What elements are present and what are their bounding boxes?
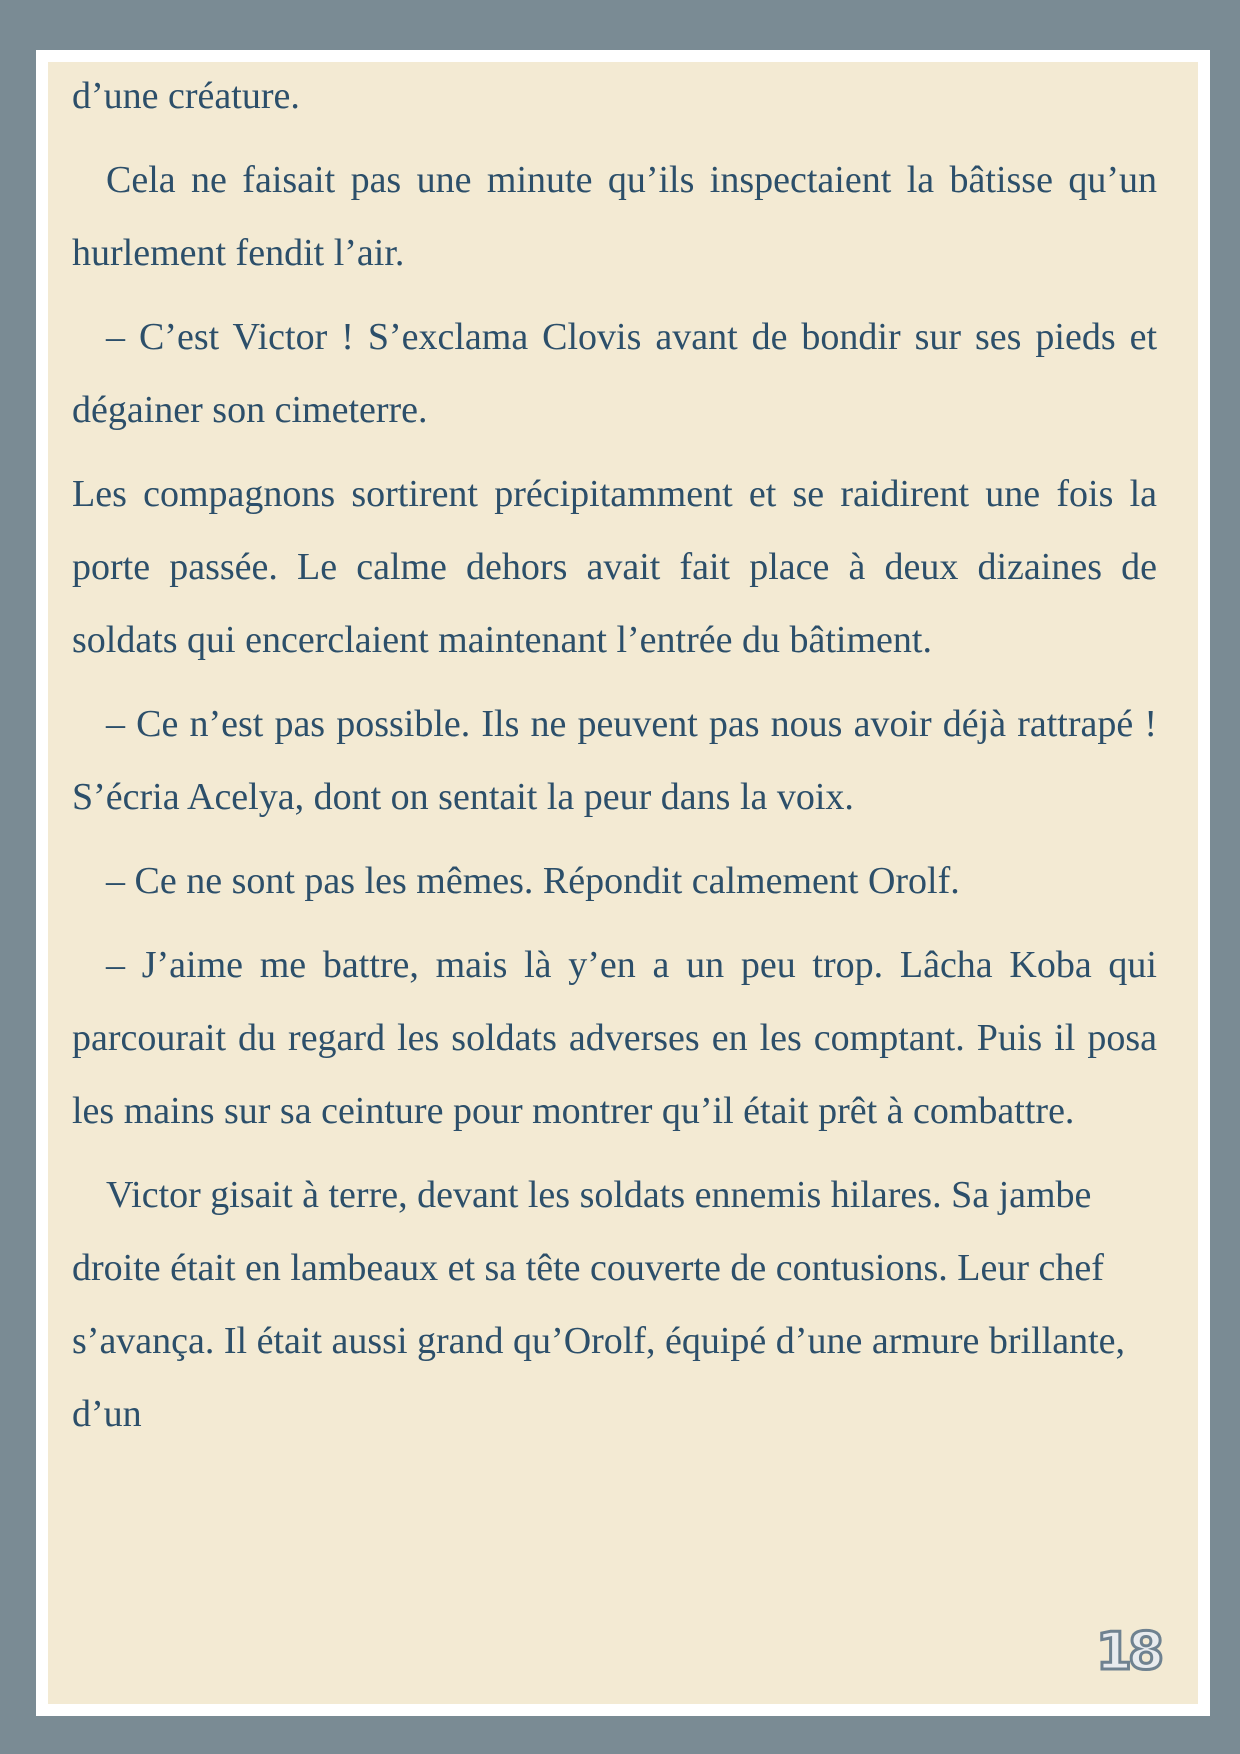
page-text bbox=[72, 60, 1157, 1462]
paragraph: Victor gisait à terre, devant les soldats ennemis hilares. Sa jambe droite était en lambeaux et sa tête couverte de contusions. Leur chef s’avança. Il était aussi grand qu’Orolf, équipé d’une armure brillante, d’un bbox=[72, 1174, 1126, 1435]
paragraph: Les compagnons sortirent précipitamment et se raidirent une fois la porte passée. Le calme dehors avait fait place à deux dizaines de soldats qui encerclaient maintenant l’entrée du bâtiment. bbox=[72, 473, 1157, 661]
paragraph-dialogue: – Ce n’est pas possible. Ils ne peuvent pas nous avoir déjà rattrapé ! S’écria Acelya, dont on sentait la peur dans la voix. bbox=[72, 703, 1157, 818]
paragraph-dialogue: – J’aime me battre, mais là y’en a un peu trop. Lâcha Koba qui parcourait du regard les soldats adverses en les comptant. Puis il posa les mains sur sa ceinture pour montrer qu’il était prêt à combattre. bbox=[72, 944, 1157, 1132]
paragraph-dialogue: – C’est Victor ! S’exclama Clovis avant de bondir sur ses pieds et dégainer son cimeterre. bbox=[72, 316, 1157, 431]
paragraph: d’une créature. bbox=[72, 75, 300, 117]
page-number: 18 bbox=[1095, 1622, 1161, 1682]
paragraph-dialogue: – Ce ne sont pas les mêmes. Répondit calmement Orolf. bbox=[106, 860, 960, 902]
paragraph: Cela ne faisait pas une minute qu’ils inspectaient la bâtisse qu’un hurlement fendit l’air. bbox=[72, 159, 1157, 274]
